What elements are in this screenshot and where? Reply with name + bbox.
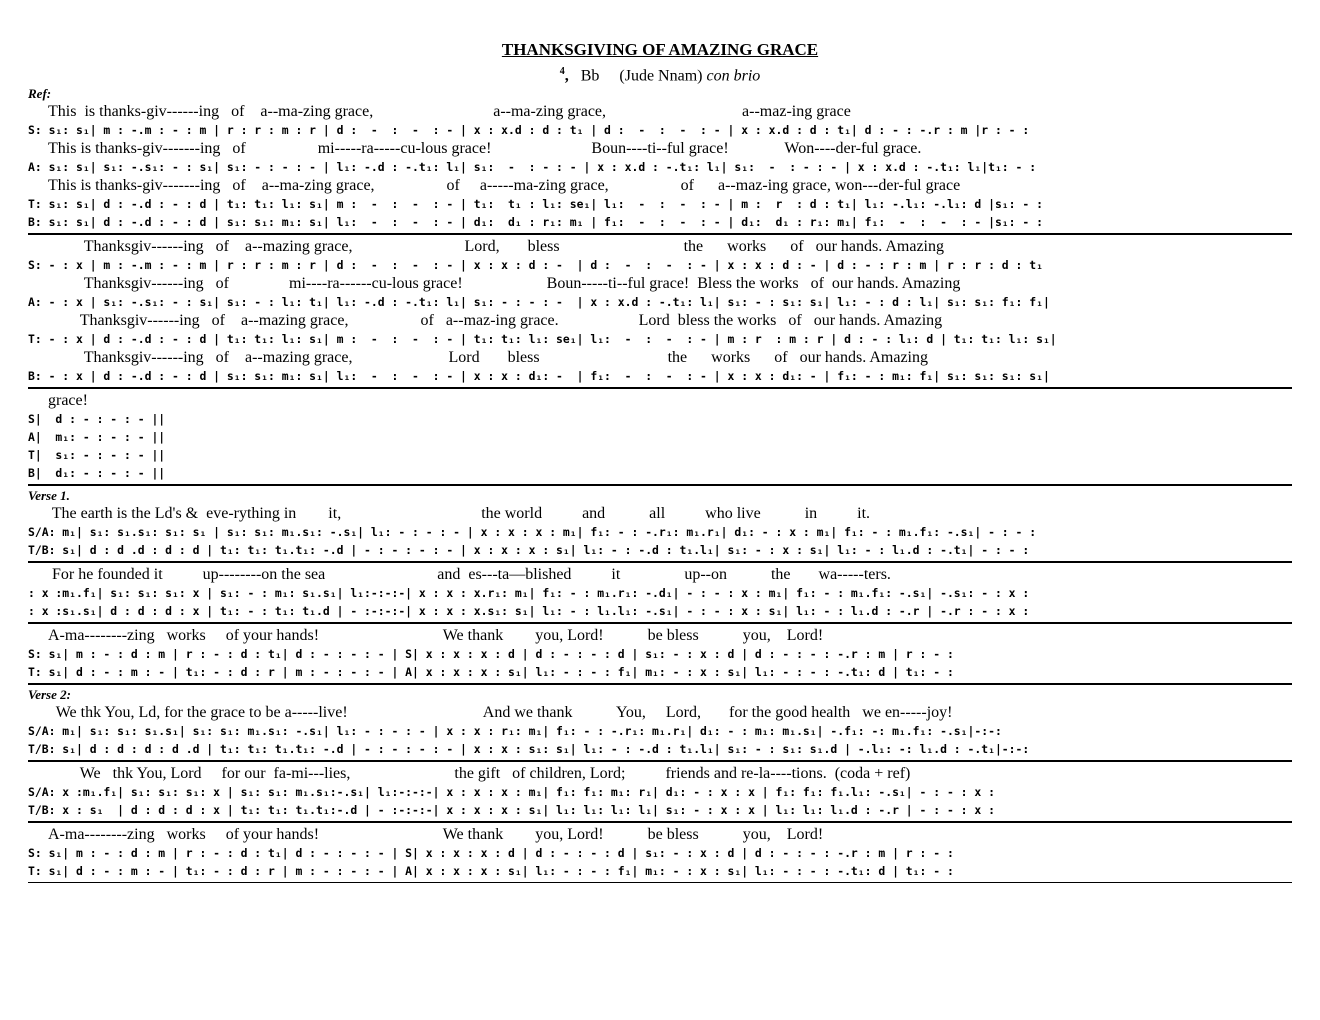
soprano-notes: S: s₁| m : - : d : m | r : - : d : t₁| d : - : - : - | S| x : x : x : d | d : - : - : d | s₁: - : x : d | d : - : - : -.r : m | r : - : [28,846,954,861]
verse1-label: Verse 1. [28,488,70,504]
tempo-marking: con brio [706,67,761,85]
bass-notes: B: - : x | d : -.d : - : d | s₁: s₁: m₁: s₁| l₁: - : - : - | x : x : d₁: - | f₁: - : - : - | x : x : d₁: - | f₁: - : m₁: f₁| s₁: s₁: s₁: s₁| [28,369,1050,384]
verse1-block-1 [28,504,1292,563]
tb-notes: T/B: x : s₁ | d : d : d : x | t₁: t₁: t₁.t₁:-.d | - :-:-:-| x : x : x : s₁| l₁: l₁: l₁: l₁| s₁: - : x : x | l₁: l₁: l₁.d : -.r | - : - : x : [28,803,995,818]
refrain-block-2 [28,237,1292,389]
subtitle: $^4$, Bb (Jude Nnam) con brio [559,66,761,85]
ending-tenor: T| s₁: - : - : - || [28,448,166,463]
sa-notes: : x :m₁.f₁| s₁: s₁: s₁: x | s₁: - : m₁: s₁.s₁| l₁:-:-:-| x : x : x.r₁: m₁| f₁: - : m₁.r₁: -.d₁| - : - : x : m₁| f₁: - : m₁.f₁: -.s₁| -.s₁: - : x : [28,586,1030,601]
tenor-notes: T: s₁: s₁| d : -.d : - : d | t₁: t₁: l₁: s₁| m : - : - : - | t₁: t₁ : l₁: se₁| l₁: - : - : - | m : r : d : t₁| l₁: -.l₁: -.l₁: d |s₁: - : [28,197,1043,212]
verse2-label: Verse 2: [28,687,71,703]
lyric-line: The earth is the Ld's & eve-rything in it, the world and all who live in it. [48,505,871,523]
tenor-notes: T: s₁| d : - : m : - | t₁: - : d : r | m : - : - : - | A| x : x : x : s₁| l₁: - : - : f₁| m₁: - : x : s₁| l₁: - : - : -.t₁: d | t₁: - : [28,864,954,879]
ending-soprano: S| d : - : - : - || [28,412,166,427]
tenor-notes: T: - : x | d : -.d : - : d | t₁: t₁: l₁: s₁| m : - : - : - | t₁: t₁: l₁: se₁| l₁: - : - : - | m : r : m : r | d : - : l₁: d | t₁: t₁: l₁: s₁| [28,332,1057,347]
tb-notes: T/B: s₁| d : d .d : d : d | t₁: t₁: t₁.t₁: -.d | - : - : - : - | x : x : x : s₁| l₁: - : -.d : t₁.l₁| s₁: - : x : s₁| l₁: - : l₁.d : -.t₁| - : - : [28,543,1030,558]
lyric-line: Thanksgiv------ing of a--mazing grace, of a--maz-ing grace. Lord bless the works of our hands. Amazing [48,312,943,330]
lyric-line: For he founded it up--------on the sea and es---ta—blished it up--on the wa-----ters. [48,566,891,584]
lyric-line: This is thanks-giv-------ing of mi-----ra-----cu-lous grace! Boun----ti--ful grace! Won----der-ful grace. [48,140,922,158]
soprano-notes: S: - : x | m : -.m : - : m | r : r : m : r | d : - : - : - | x : x : d : - | d : - : - : - | x : x : d : - | d : - : r : m | r : r : d : t₁ [28,258,1043,273]
lyric-line: We thk You, Lord for our fa-mi---lies, the gift of children, Lord; friends and re-la----tions. (coda + ref) [48,765,911,783]
composer: (Jude Nnam) [619,67,703,85]
verse1-block-2 [28,565,1292,624]
lyric-line: A-ma--------zing works of your hands! We thank you, Lord! be bless you, Lord! [48,826,824,844]
lyric-line: A-ma--------zing works of your hands! We thank you, Lord! be bless you, Lord! [48,627,824,645]
verse2-block-1 [28,703,1292,762]
refrain-block-1 [28,102,1292,235]
lyric-line: We thk You, Ld, for the grace to be a-----live! And we thank You, Lord, for the good health we en-----joy! [48,704,953,722]
alto-notes: A: s₁: s₁| s₁: -.s₁: - : s₁| s₁: - : - : - | l₁: -.d : -.t₁: l₁| s₁: - : - : - | x : x.d : -.t₁: l₁| s₁: - : - : - | x : x.d : -.t₁: l₁|t₁: - : [28,160,1037,175]
tb-notes: : x :s₁.s₁| d : d : d : x | t₁: - : t₁: t₁.d | - :-:-:-| x : x : x.s₁: s₁| l₁: - : l₁.l₁: -.s₁| - : - : x : s₁| l₁: - : l₁.d : -.r | -.r : - : x : [28,604,1030,619]
sa-notes: S/A: x :m₁.f₁| s₁: s₁: s₁: x | s₁: s₁: m₁.s₁:-.s₁| l₁:-:-:-| x : x : x : m₁| f₁: f₁: m₁: r₁| d₁: - : x : x | f₁: f₁: f₁.l₁: -.s₁| - : - : x : [28,785,995,800]
verse2-block-3 [28,825,1292,883]
verse1-block-3 [28,626,1292,685]
tb-notes: T/B: s₁| d : d : d : d .d | t₁: t₁: t₁.t₁: -.d | - : - : - : - | x : x : s₁: s₁| l₁: - : -.d : t₁.l₁| s₁: - : s₁: s₁.d | -.l₁: -: l₁.d : -.t₁|-:-: [28,742,1030,757]
lyric-line: Thanksgiv------ing of a--mazing grace, Lord bless the works of our hands. Amazing [48,349,928,367]
alto-notes: A: - : x | s₁: -.s₁: - : s₁| s₁: - : l₁: t₁| l₁: -.d : -.t₁: l₁| s₁: - : - : - | x : x.d : -.t₁: l₁| s₁: - : s₁: s₁| l₁: - : d : l₁| s₁: s₁: f₁: f₁| [28,295,1050,310]
page-title: THANKSGIVING OF AMAZING GRACE [501,40,819,59]
music-sheet [28,40,1292,885]
refrain-ending [28,391,1292,486]
sa-notes: S/A: m₁| s₁: s₁.s₁: s₁: s₁ | s₁: s₁: m₁.s₁: -.s₁| l₁: - : - : - | x : x : x : m₁| f₁: - : -.r₁: m₁.r₁| d₁: - : x : m₁| f₁: - : m₁.f₁: -.s₁| - : - : [28,525,1037,540]
bass-notes: B: s₁: s₁| d : -.d : - : d | s₁: s₁: m₁: s₁| l₁: - : - : - | d₁: d₁ : r₁: m₁ | f₁: - : - : - | d₁: d₁ : r₁: m₁| f₁: - : - : - |s₁: - : [28,215,1043,230]
verse2-block-2 [28,764,1292,823]
refrain-label: Ref: [28,86,52,102]
lyric-line: Thanksgiv------ing of mi----ra------cu-lous grace! Boun-----ti--ful grace! Bless the works of our hands. Amazing [48,275,961,293]
lyric-line: Thanksgiv------ing of a--mazing grace, Lord, bless the works of our hands. Amazing [48,238,944,256]
time-signature: 4 [559,66,565,77]
soprano-notes: S: s₁| m : - : d : m | r : - : d : t₁| d : - : - : - | S| x : x : x : d | d : - : - : d | s₁: - : x : d | d : - : - : -.r : m | r : - : [28,647,954,662]
lyric-line: This is thanks-giv------ing of a--ma-zing grace, a--ma-zing grace, a--maz-ing grace [48,103,851,121]
key-signature: Bb [580,67,600,85]
soprano-notes: S: s₁: s₁| m : -.m : - : m | r : r : m : r | d : - : - : - | x : x.d : d : t₁ | d : - : - : - | x : x.d : d : t₁| d : - : -.r : m |r : - : [28,123,1030,138]
ending-bass: B| d₁: - : - : - || [28,466,166,481]
sa-notes: S/A: m₁| s₁: s₁: s₁.s₁| s₁: s₁: m₁.s₁: -.s₁| l₁: - : - : - | x : x : r₁: m₁| f₁: - : -.r₁: m₁.r₁| d₁: - : m₁: m₁.s₁| -.f₁: -: m₁.f₁: -.s₁|-:-: [28,724,1002,739]
tenor-notes: T: s₁| d : - : m : - | t₁: - : d : r | m : - : - : - | A| x : x : x : s₁| l₁: - : - : f₁| m₁: - : x : s₁| l₁: - : - : -.t₁: d | t₁: - : [28,665,954,680]
lyric-line: This is thanks-giv-------ing of a--ma-zing grace, of a-----ma-zing grace, of a--maz-ing grace, won---der-ful grace [48,177,961,195]
ending-alto: A| m₁: - : - : - || [28,430,166,445]
lyric-line: grace! [48,392,88,410]
